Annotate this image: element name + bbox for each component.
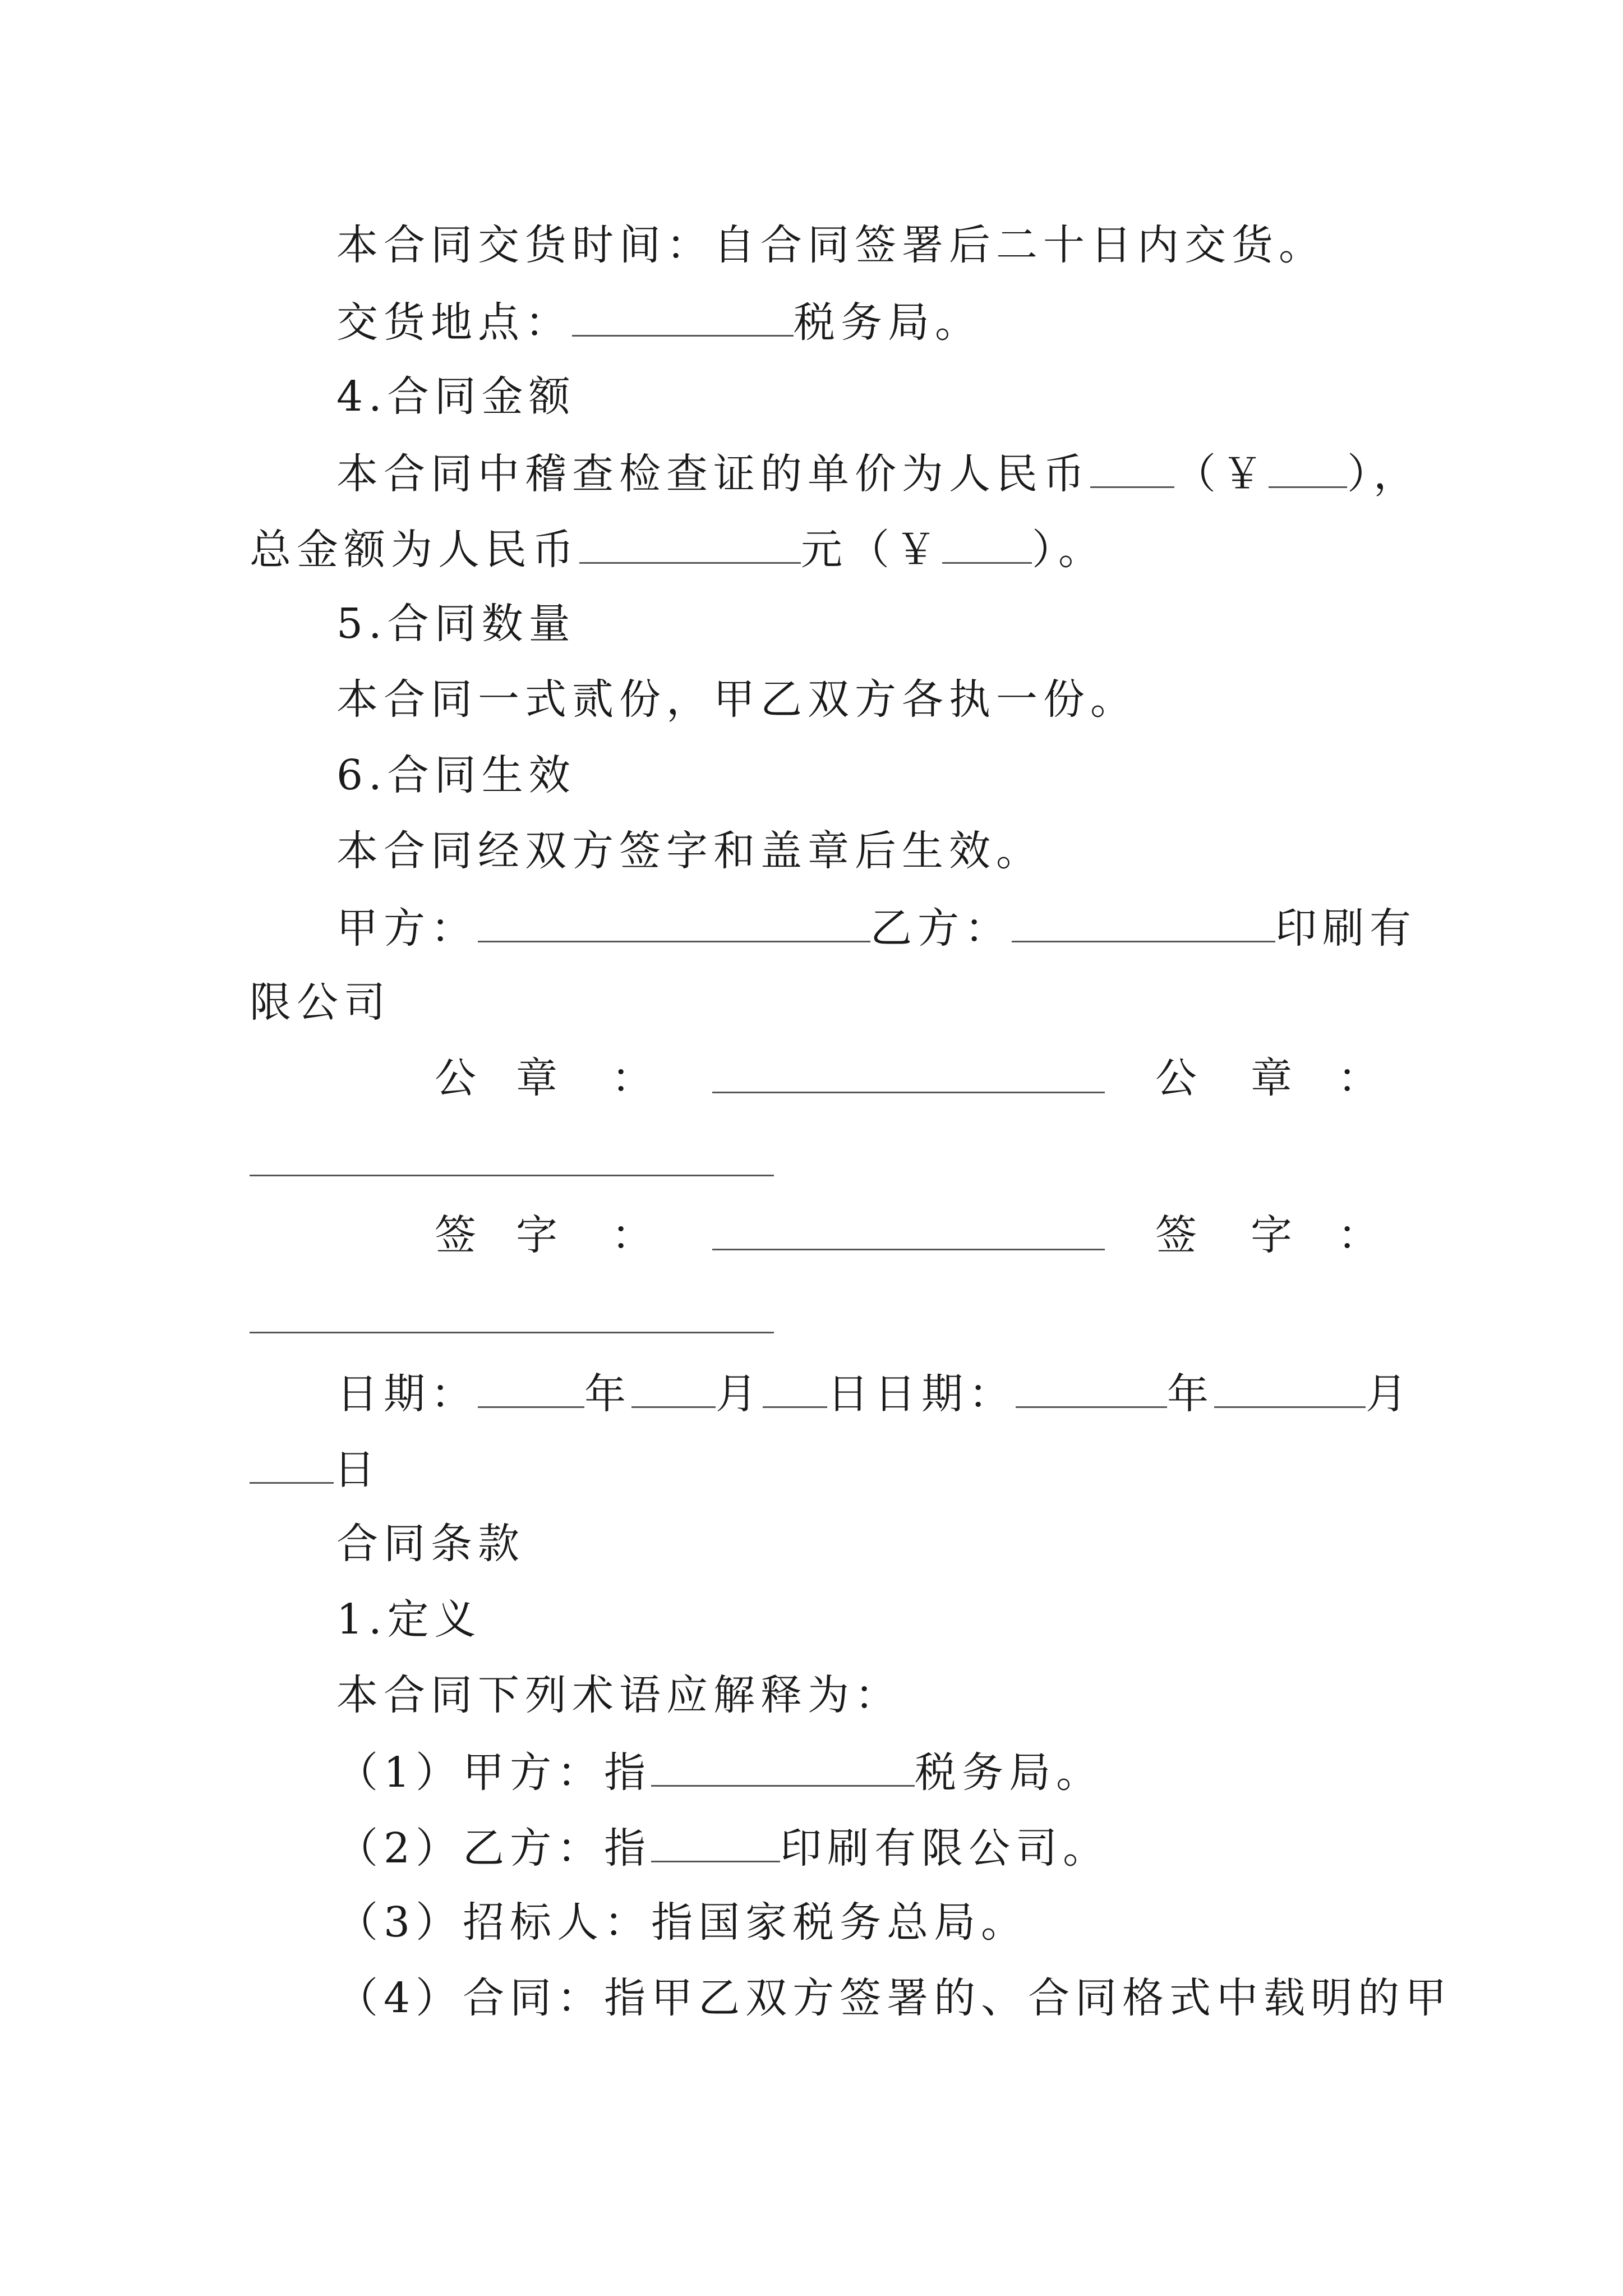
section-heading: 5.合同数量 xyxy=(336,600,576,648)
definition-item: （3）招标人：指国家税务总局。 xyxy=(336,1898,1029,1947)
blank-field xyxy=(942,527,1032,564)
effect-text: 本合同经双方签字和盖章后生效。 xyxy=(336,827,1043,875)
blank-field xyxy=(478,1372,584,1408)
blank-field xyxy=(478,906,870,942)
date-line-wrap: 日 xyxy=(250,1447,381,1490)
blank-field xyxy=(250,1447,334,1484)
signature-line-a xyxy=(712,1249,1105,1250)
seal-label-char: 章 xyxy=(1251,1054,1298,1102)
unit-price-line: 本合同中稽查检查证的单价为人民币 （￥ ）， xyxy=(336,450,1421,498)
seal-label-char: 公 xyxy=(1155,1054,1202,1102)
blank-field xyxy=(1012,906,1275,942)
signature-line-b xyxy=(250,1332,774,1333)
total-amount-line: 总金额为人民币 元（￥ ）。 xyxy=(250,526,1105,574)
signature-label-char: 签 xyxy=(1155,1211,1202,1259)
quantity-text: 本合同一式贰份，甲乙双方各执一份。 xyxy=(336,675,1137,724)
terms-title: 合同条款 xyxy=(336,1520,525,1568)
section-heading: 1.定义 xyxy=(336,1595,482,1644)
blank-field xyxy=(579,527,801,564)
section-heading: 6.合同生效 xyxy=(336,751,576,799)
seal-line-b xyxy=(250,1175,774,1176)
signature-label-char: ： xyxy=(611,1211,658,1259)
delivery-place: 交货地点： 税务局。 xyxy=(336,298,982,347)
seal-label-char: 章 xyxy=(516,1054,563,1102)
definitions-intro: 本合同下列术语应解释为： xyxy=(336,1671,902,1719)
seal-label-char: ： xyxy=(611,1054,658,1102)
section-heading: 4.合同金额 xyxy=(336,372,576,421)
blank-field xyxy=(1016,1372,1167,1408)
seal-label-char: ： xyxy=(1338,1054,1385,1102)
blank-field xyxy=(1269,452,1347,488)
blank-field xyxy=(651,1826,780,1862)
delivery-time: 本合同交货时间：自合同签署后二十日内交货。 xyxy=(336,221,1326,269)
seal-label-char: 公 xyxy=(435,1054,482,1102)
seal-line-a xyxy=(712,1092,1105,1093)
signature-label-char: 字 xyxy=(1251,1211,1298,1259)
signature-label-char: ： xyxy=(1338,1211,1385,1259)
blank-field xyxy=(631,1372,716,1408)
definition-item: （1）甲方：指 税务局。 xyxy=(336,1749,1104,1797)
blank-field xyxy=(1090,452,1174,488)
definition-item: （2）乙方：指 印刷有限公司。 xyxy=(336,1824,1110,1872)
signature-label-char: 签 xyxy=(435,1211,482,1259)
definition-item: （4）合同：指甲乙双方签署的、合同格式中载明的甲 xyxy=(336,1974,1453,2022)
date-line: 日期： 年 月 日日期： 年 月 xyxy=(336,1370,1413,1418)
parties-line: 甲方： 乙方： 印刷有 xyxy=(336,904,1417,953)
signature-label-char: 字 xyxy=(516,1211,563,1259)
blank-field xyxy=(651,1750,915,1787)
blank-field xyxy=(572,300,794,337)
parties-line-wrap: 限公司 xyxy=(250,978,391,1027)
blank-field xyxy=(763,1372,827,1408)
blank-field xyxy=(1214,1372,1366,1408)
